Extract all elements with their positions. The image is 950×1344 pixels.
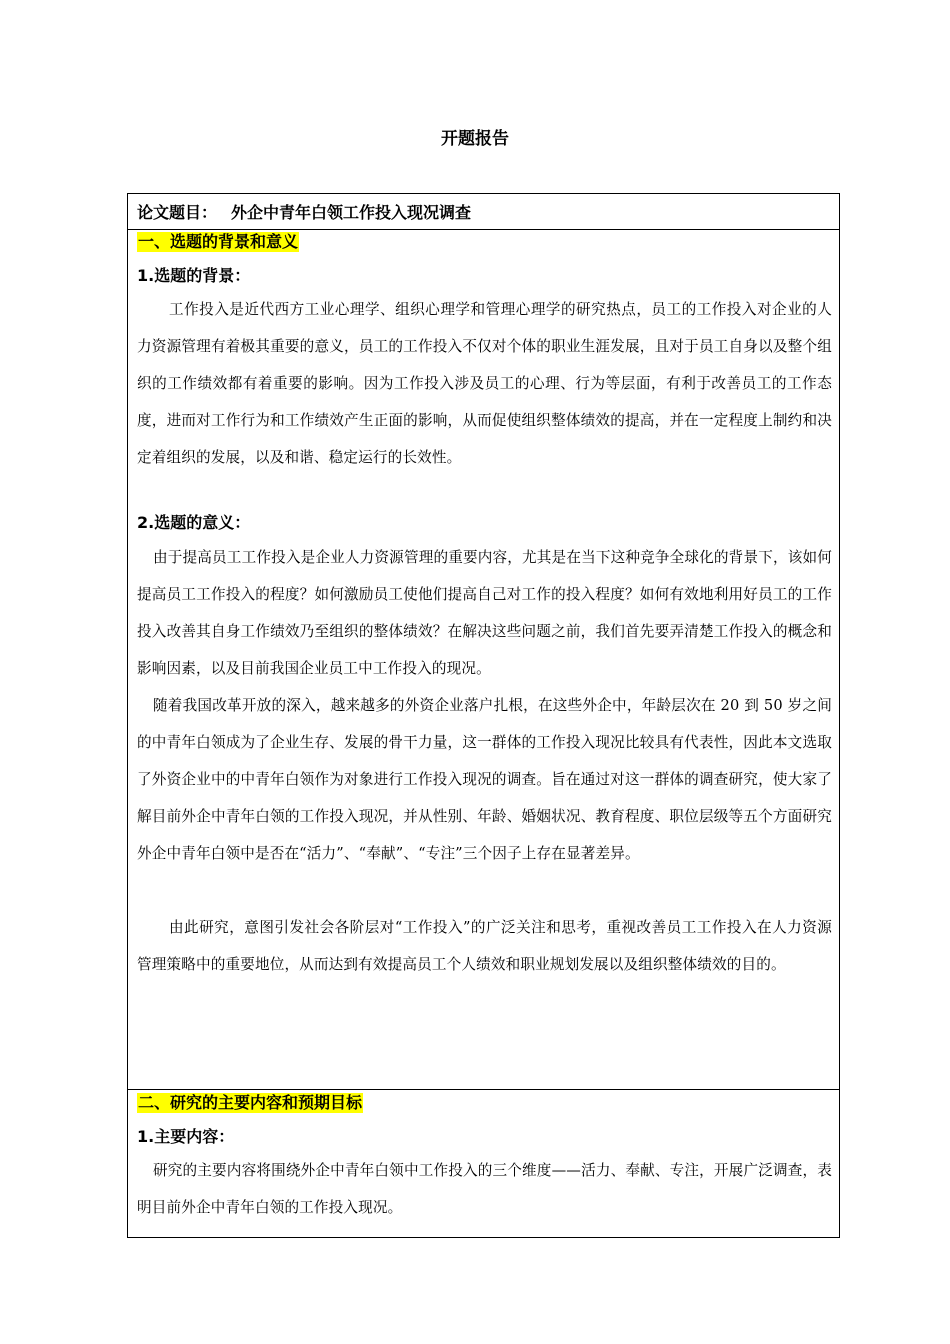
- significance-heading: 2.选题的意义：: [137, 513, 251, 532]
- significance-paragraph-2: 随着我国改革开放的深入，越来越多的外资企业落户扎根，在这些外企中，年龄层次在 20 到 50 岁之间的中青年白领成为了企业生存、发展的骨干力量，这一群体的工作投入现况比较具有代表性，因此本文选取了外资企业中的中青年白领作为对象进行工作投入现况的调查。旨在通过对这一群体的调查研究，使大家了解目前外企中青年白领的工作投入现况，并从性别、年龄、婚姻状况、教育程度、职位层级等五个方面研究外企中青年白领中是否在“活力”、“奉献”、“专注”三个因子上存在显著差异。: [137, 697, 832, 862]
- report-table: [127, 193, 840, 1238]
- page-title: 开题报告: [441, 129, 509, 149]
- background-heading: 1.选题的背景：: [137, 266, 251, 285]
- thesis-title: [137, 200, 471, 223]
- background-paragraph: 工作投入是近代西方工业心理学、组织心理学和管理心理学的研究热点，员工的工作投入对企业的人力资源管理有着极其重要的意义，员工的工作投入不仅对个体的职业生涯发展，且对于员工自身以及整个组织的工作绩效都有着重要的影响。因为工作投入涉及员工的心理、行为等层面，有利于改善员工的工作态度，进而对工作行为和工作绩效产生正面的影响，从而促使组织整体绩效的提高，并在一定程度上制约和决定着组织的发展，以及和谐、稳定运行的长效性。: [137, 301, 832, 466]
- thesis-title-label: 论文题目：: [137, 203, 218, 222]
- section2-heading: 二、研究的主要内容和预期目标: [138, 1093, 363, 1112]
- main-content-heading: 1.主要内容：: [137, 1127, 235, 1146]
- thesis-title-text: 外企中青年白领工作投入现况调查: [231, 203, 472, 222]
- section1-heading: 一、选题的背景和意义: [138, 232, 299, 251]
- significance-paragraph-3: 由此研究，意图引发社会各阶层对“工作投入”的广泛关注和思考，重视改善员工工作投入在人力资源管理策略中的重要地位，从而达到有效提高员工个人绩效和职业规划发展以及组织整体绩效的目的。: [137, 919, 832, 973]
- section-background-significance: [128, 229, 839, 1090]
- significance-paragraph-1: 由于提高员工工作投入是企业人力资源管理的重要内容，尤其是在当下这种竞争全球化的背景下，该如何提高员工工作投入的程度？如何激励员工使他们提高自己对工作的投入程度？如何有效地利用好员工的工作投入改善其自身工作绩效乃至组织的整体绩效？在解决这些问题之前，我们首先要弄清楚工作投入的概念和影响因素，以及目前我国企业员工中工作投入的现况。: [137, 549, 832, 677]
- thesis-title-row: [128, 194, 839, 230]
- main-content-paragraph: 研究的主要内容将围绕外企中青年白领中工作投入的三个维度——活力、奉献、专注，开展广泛调查，表明目前外企中青年白领的工作投入现况。: [137, 1162, 832, 1216]
- section-content-goals: [128, 1090, 839, 1237]
